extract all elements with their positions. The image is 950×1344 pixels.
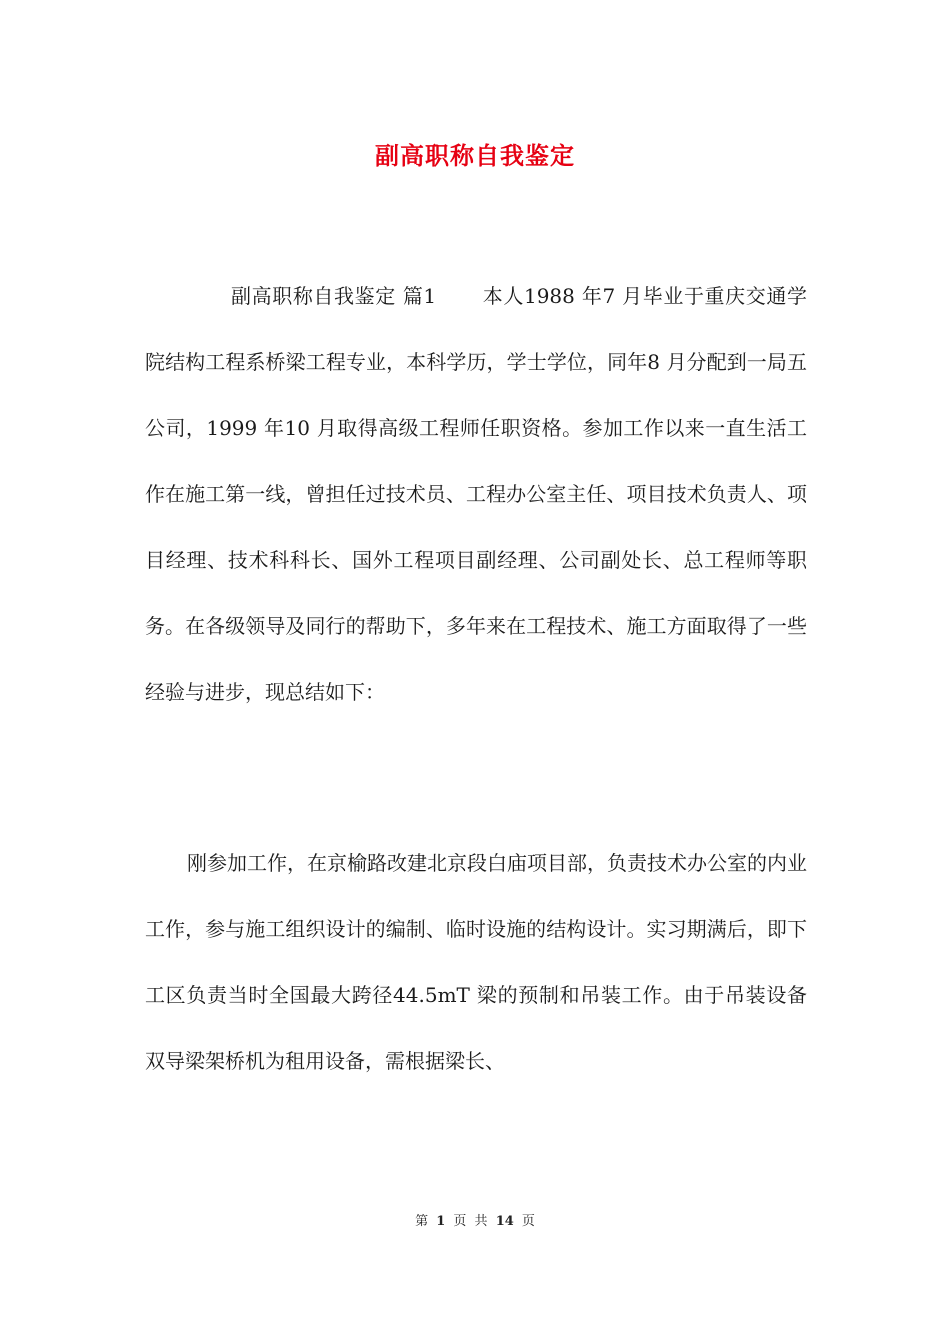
footer-current-page: 1 xyxy=(436,1214,446,1229)
paragraph-1-text: 本人1988 年7 月毕业于重庆交通学院结构工程系桥梁工程专业，本科学历，学士学位，同年8 月分配到一局五公司，1999 年10 月取得高级工程师任职资格。参加工作以来一直生活工作在施工第一线，曾担任过技术员、工程办公室主任、项目技术负责人、项目经理、技术科科长、国外工程项目副经理、公司副处长、总工程师等职务。在各级领导及同行的帮助下，多年来在工程技术、施工方面取得了一些经验与进步，现总结如下： xyxy=(145,284,807,704)
paragraph-1 xyxy=(145,263,807,725)
paragraph-2: 刚参加工作，在京榆路改建北京段白庙项目部，负责技术办公室的内业工作，参与施工组织设计的编制、临时设施的结构设计。实习期满后，即下工区负责当时全国最大跨径44.5mT 梁的预制和吊装工作。由于吊装设备双导梁架桥机为租用设备，需根据梁长、 xyxy=(145,851,807,1073)
footer-suffix: 页 xyxy=(521,1214,535,1229)
footer-total-pages: 14 xyxy=(495,1214,514,1229)
section-heading: 副高职称自我鉴定 篇1 xyxy=(231,284,437,308)
document-title: 副高职称自我鉴定 xyxy=(375,141,575,170)
page-footer xyxy=(0,1210,950,1229)
footer-middle: 页 共 xyxy=(453,1214,488,1229)
footer-prefix: 第 xyxy=(415,1214,429,1229)
